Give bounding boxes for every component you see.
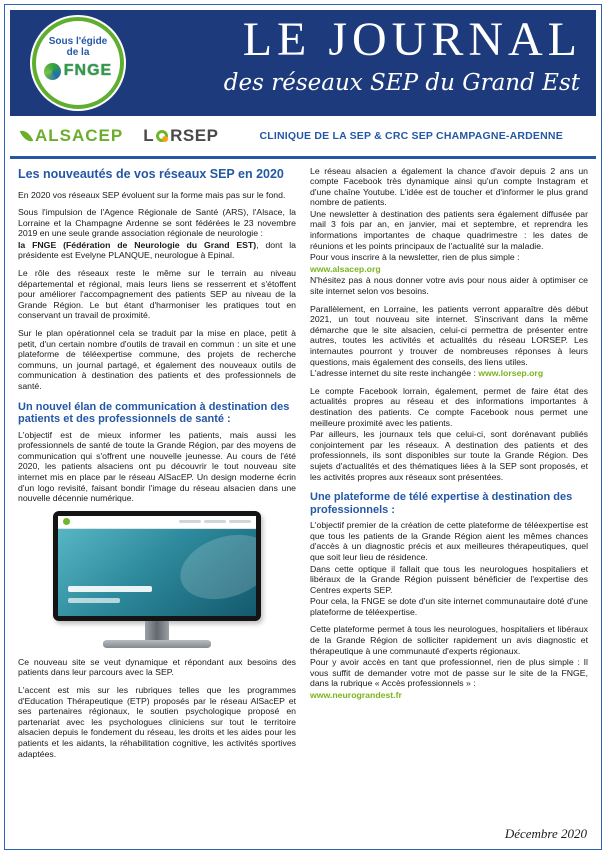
fnge-badge bbox=[32, 17, 124, 109]
body-text: Par ailleurs, les journaux tels que celui-ci, sont dorénavant publiés conjointement par les réseaux. A destination des patients et des professionnels, ils sont disponibles sur toute la Grande Région. Des sujets d'actualités et des thématiques liées à la SEP sont proposés, et les activités propres aux réseaux sont présentées. bbox=[310, 429, 588, 482]
body-text: Une newsletter à destination des patients sera également diffusée par mail 3 fois par an, en janvier, mai et septembre, et reprendra les informations importantes de chaque quadrimestre : les dates de réunions et les points principaux de l'actualité sur la maladie. bbox=[310, 208, 588, 251]
article-content bbox=[10, 159, 596, 767]
body-text: Parallèlement, en Lorraine, les patients verront apparaître dès début 2021, un tout nouveau site internet. S'inscrivant dans la même démarche que le site alsacien, celui-ci permettra de présenter entre autres, toutes les activités et actualités du réseau LORSEP. Les internautes pourront y trouver de nombreuses réponses à leurs questions, mais également des conseils, des liens utiles. bbox=[310, 303, 588, 367]
fnge-logo-text: FNGE bbox=[63, 62, 113, 79]
paragraph bbox=[310, 252, 588, 263]
badge-text-line2: de la bbox=[66, 47, 90, 58]
paragraph bbox=[310, 429, 588, 482]
clinic-title: CLINIQUE DE LA SEP & CRC SEP CHAMPAGNE-ARDENNE bbox=[259, 130, 563, 142]
body-text: En 2020 vos réseaux SEP évoluent sur la forme mais pas sur le fond. bbox=[18, 189, 286, 200]
fnge-swirl-icon bbox=[44, 63, 61, 80]
bold-text: la FNGE (Fédération de Neurologie du Grand EST) bbox=[18, 239, 257, 250]
website-link[interactable]: www.alsacep.org bbox=[310, 263, 381, 274]
menu-line-icon bbox=[179, 520, 201, 523]
body-text: Pour y avoir accès en tant que professionnel, rien de plus simple : Il vous suffit de demander votre mot de passe sur le site de la FNGE, dans la rubrique « Accès professionnels » : bbox=[310, 657, 588, 689]
body-text: L'adresse internet du site reste inchangée : bbox=[310, 368, 479, 379]
left-column-top-blocks bbox=[18, 190, 296, 504]
section-heading: Un nouvel élan de communication à destination des patients et des professionnels de santé : bbox=[18, 400, 290, 426]
left-column bbox=[18, 166, 296, 767]
paragraph bbox=[18, 328, 296, 392]
journal-subtitle: des réseaux SEP du Grand Est bbox=[223, 70, 580, 96]
body-text: Dans cette optique il fallait que tous les neurologues hospitaliers et libéraux de la Grande Région puissent bénéficier de l'expertise des Centres experts SEP. bbox=[310, 563, 588, 595]
paragraph bbox=[18, 207, 296, 239]
website-hero-image bbox=[58, 529, 256, 616]
paragraph bbox=[18, 685, 296, 759]
body-text: Pour vous inscrire à la newsletter, rien de plus simple : bbox=[310, 252, 520, 263]
paragraph bbox=[18, 268, 296, 321]
body-text: Sous l'impulsion de l'Agence Régionale de Santé (ARS), l'Alsace, la Lorraine et la Champagne Ardenne se sont fédérées le 23 novembre 2019 en une seule grande association régionale de neurologie : bbox=[18, 207, 296, 239]
monitor-frame bbox=[53, 511, 261, 621]
website-link[interactable]: www.lorsep.org bbox=[478, 368, 544, 379]
right-column-blocks bbox=[310, 166, 588, 701]
paragraph bbox=[310, 657, 588, 689]
body-text: Le rôle des réseaux reste le même sur le terrain au niveau départemental et régional, mais leurs liens se resserrent et s'étoffent pour améliorer l'accompagnement des patients SEP au niveau de la Grande Région. Le but étant d'harmoniser les pratiques tout en conservant un travail de proximité. bbox=[18, 268, 296, 321]
paragraph bbox=[310, 386, 588, 428]
body-text: Cette plateforme permet à tous les neurologues, hospitaliers et libéraux de la Grande Région de solliciter rapidement un avis diagnostic et thérapeutique à une communauté d'experts régionaux. bbox=[310, 624, 588, 656]
website-monitor-image bbox=[53, 511, 261, 648]
paragraph bbox=[18, 430, 296, 504]
issue-date: Décembre 2020 bbox=[504, 826, 587, 841]
lorsep-rsep-text: RSEP bbox=[170, 126, 219, 145]
paragraph bbox=[18, 190, 296, 201]
lorsep-o-icon bbox=[156, 130, 168, 142]
paragraph bbox=[310, 304, 588, 368]
paragraph bbox=[310, 564, 588, 596]
logo-band bbox=[10, 116, 596, 156]
lorsep-logo bbox=[143, 126, 218, 146]
body-text: L'accent est mis sur les rubriques telles que les programmes d'Education Thérapeutique (ETP) proposés par le réseau AlSacEP et ses partenaires régionaux, le soutien psychologique proposé en partenariat avec les psychologues cliniciens sur tout le territoire alsacien depuis le fondement du réseau, les droits et les aides pour les patients et les aidants, la réhabilitation cognitive, les activités sportives adaptées. bbox=[18, 684, 296, 759]
page-border bbox=[4, 4, 602, 850]
alsacep-logo bbox=[22, 126, 123, 146]
journal-title: LE JOURNAL bbox=[242, 13, 582, 66]
website-logo-icon bbox=[63, 518, 70, 525]
paragraph bbox=[18, 240, 296, 261]
section-heading: Une plateforme de télé expertise à destination des professionnels : bbox=[310, 491, 573, 516]
monitor-base bbox=[103, 640, 211, 648]
monitor-stand bbox=[145, 621, 169, 640]
paragraph bbox=[310, 520, 588, 562]
paragraph bbox=[310, 264, 588, 275]
website-link[interactable]: www.neurograndest.fr bbox=[310, 690, 402, 701]
article-title: Les nouveautés de vos réseaux SEP en 2020 bbox=[18, 166, 284, 181]
paragraph bbox=[310, 275, 588, 296]
header-banner bbox=[10, 10, 596, 116]
body-text: L'objectif est de mieux informer les patients, mais aussi les professionnels de santé de toute la Grande Région, par des moyens de communication qui s'offrent une nouvelle jeunesse. Au cours de l'été 2020, les patients alsaciens ont pu découvrir le tout nouveau site internet mis en place par le réseau AlSacEP. Un design moderne écrin d'un logo revisité, faisant bondir l'image du réseau alsacien dans une nouvelle décennie numérique. bbox=[18, 429, 296, 504]
website-navbar bbox=[58, 516, 256, 529]
body-text: Pour cela, la FNGE se dote d'un site internet communautaire doté d'une plateforme de téléexpertise. bbox=[310, 596, 588, 617]
alsacep-logo-text: ALSACEP bbox=[35, 126, 124, 145]
lorsep-l-text: L bbox=[143, 126, 155, 145]
body-text: Le réseau alsacien a également la chance d'avoir depuis 2 ans un compte Facebook très dynamique ainsi qu'un compte Instagram et d'une chaîne Youtube. L'idée est de toucher et d'informer le plus grand nombre de patients. bbox=[310, 165, 588, 208]
right-column bbox=[310, 166, 588, 767]
body-text: Sur le plan opérationnel cela se traduit par la mise en place, petit à petit, d'un certain nombre d'outils de travail en commun : un site et une plateforme de téléexpertise commune, des projets de recherche communs, un journal partagé, et également des nouveaux outils de communication à destination des patients et des professionnels de santé. bbox=[18, 328, 296, 391]
paragraph bbox=[310, 368, 588, 379]
hero-text-placeholder bbox=[68, 586, 152, 592]
paragraph bbox=[310, 624, 588, 656]
paragraph bbox=[310, 166, 588, 208]
menu-line-icon bbox=[229, 520, 251, 523]
badge-text-line1: Sous l'égide bbox=[48, 36, 108, 47]
paragraph bbox=[310, 690, 588, 701]
body-text: Ce nouveau site se veut dynamique et répondant aux besoins des patients dans leur parcours avec la SEP. bbox=[18, 656, 296, 678]
fnge-logo bbox=[36, 62, 120, 80]
body-text: Le compte Facebook lorrain, également, permet de faire état des actualités propres au réseau et des informations importantes à destination des patients. Ce compte Facebook nous permet une meilleure proximité avec les patients. bbox=[310, 385, 588, 428]
menu-line-icon bbox=[204, 520, 226, 523]
body-text: N'hésitez pas à nous donner votre avis pour nous aider à optimiser ce site internet selon vos besoins. bbox=[310, 275, 588, 297]
paragraph bbox=[310, 209, 588, 251]
body-text: , dont la présidente est Evelyne PLANQUE, neurologue à Epinal. bbox=[18, 239, 296, 261]
alsacep-leaf-icon bbox=[20, 128, 34, 144]
monitor-screen bbox=[58, 516, 256, 616]
hero-text-placeholder bbox=[68, 598, 120, 603]
paragraph bbox=[18, 657, 296, 678]
left-column-bottom-blocks bbox=[18, 657, 296, 759]
body-text: L'objectif premier de la création de cette plateforme de téléexpertise est que tous les patients de la Grande Région aient les mêmes chances d'accès à un diagnostic précis et aux meilleures thérapeutiques, quel que soit leur lieu de résidence. bbox=[310, 520, 588, 562]
paragraph bbox=[310, 596, 588, 617]
